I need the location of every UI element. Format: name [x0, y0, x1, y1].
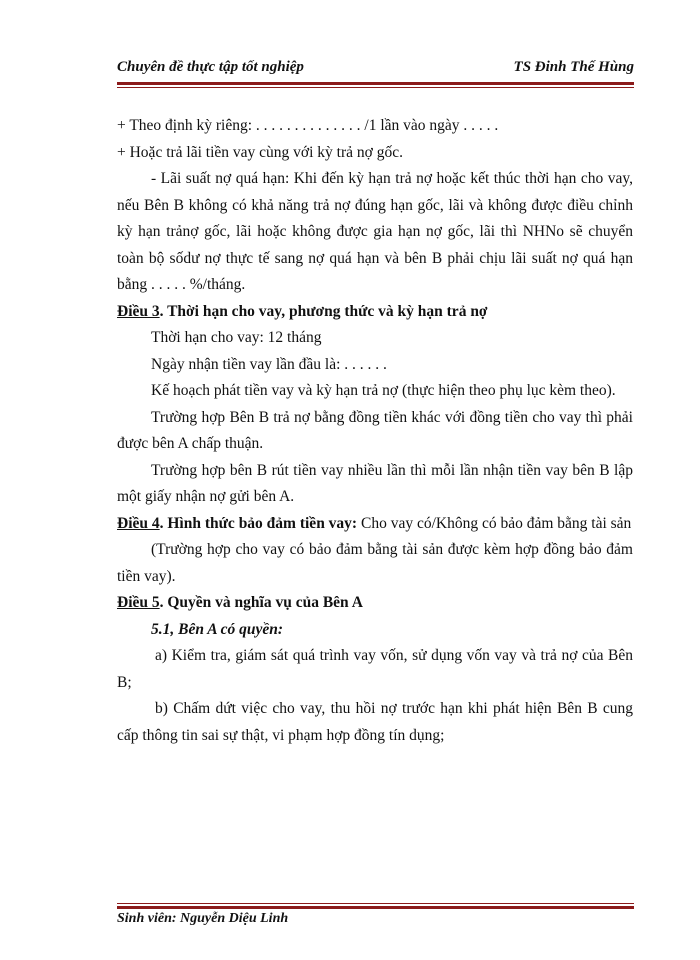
article-3-label: Điều 3: [117, 302, 160, 320]
document-body: [117, 113, 633, 749]
article-3-title: . Thời hạn cho vay, phương thức và kỳ hạn trả nợ: [159, 302, 488, 320]
body-line-interest-with-principal: + Hoặc trả lãi tiền vay cùng với kỳ trả nợ gốc.: [117, 143, 403, 161]
body-paragraph-other-currency: Trường hợp Bên B trả nợ bằng đồng tiền khác với đồng tiền cho vay thì phải được bên A chấp thuận.: [117, 408, 633, 452]
body-paragraph-collateral-note: (Trường hợp cho vay có bảo đảm bằng tài sản được kèm hợp đồng bảo đảm tiền vay).: [117, 541, 633, 585]
header-author: TS Đinh Thế Hùng: [513, 59, 634, 75]
header-rule-thick: [117, 82, 634, 85]
article-5-heading: [117, 590, 633, 617]
article-5-title: . Quyền và nghĩa vụ của Bên A: [159, 594, 363, 611]
body-line-periodic: + Theo định kỳ riêng: . . . . . . . . . . . . . . /1 lần vào ngày . . . . .: [117, 117, 499, 134]
article-4-heading: [117, 511, 633, 538]
body-line-first-disbursement: Ngày nhận tiền vay lần đầu là: . . . . . .: [151, 355, 387, 373]
article-4-label: Điều 4: [117, 514, 160, 532]
body-paragraph-overdue-rate: - Lãi suất nợ quá hạn: Khi đến kỳ hạn trả nợ hoặc kết thúc thời hạn cho vay, nếu Bên B không có khả năng trả nợ đúng hạn gốc, lãi và không được điều chỉnh kỳ hạn trảnợ gốc, lãi hoặc không được gia hạn nợ gốc, lãi thì NHNo sẽ chuyển toàn bộ sốdư nợ thực tế sang nợ quá hạn và bên B phải chịu lãi suất nợ quá hạn bằng . . . . . %/tháng.: [117, 170, 633, 293]
footer-rule-thin: [117, 903, 634, 904]
article-4-title: . Hình thức bảo đảm tiền vay:: [159, 514, 358, 532]
article-5-label: Điều 5: [117, 594, 160, 611]
body-paragraph-multiple-withdrawals: Trường hợp bên B rút tiền vay nhiều lần thì mỗi lần nhận tiền vay bên B lập một giấy nhận nợ gửi bên A.: [117, 461, 633, 505]
article-4-text: Cho vay có/Không có bảo đảm bằng tài sản: [357, 514, 632, 532]
body-item-a: a) Kiểm tra, giám sát quá trình vay vốn, sử dụng vốn vay và trả nợ của Bên B;: [117, 647, 633, 691]
header-document-title: Chuyên đề thực tập tốt nghiệp: [117, 59, 304, 75]
section-5-1-heading: 5.1, Bên A có quyền:: [151, 620, 284, 638]
footer-rule-thick: [117, 906, 634, 909]
footer-student-name: Sinh viên: Nguyễn Diệu Linh: [117, 911, 289, 926]
header-rule-thin: [117, 87, 634, 88]
page-header: [117, 57, 634, 81]
body-paragraph-disbursement-plan: Kế hoạch phát tiền vay và kỳ hạn trả nợ (thực hiện theo phụ lục kèm theo).: [151, 382, 616, 399]
body-item-b: b) Chấm dứt việc cho vay, thu hồi nợ trước hạn khi phát hiện Bên B cung cấp thông tin sai sự thật, vi phạm hợp đồng tín dụng;: [117, 700, 633, 744]
article-3-heading: [117, 299, 633, 326]
body-line-loan-term: Thời hạn cho vay: 12 tháng: [151, 329, 322, 346]
